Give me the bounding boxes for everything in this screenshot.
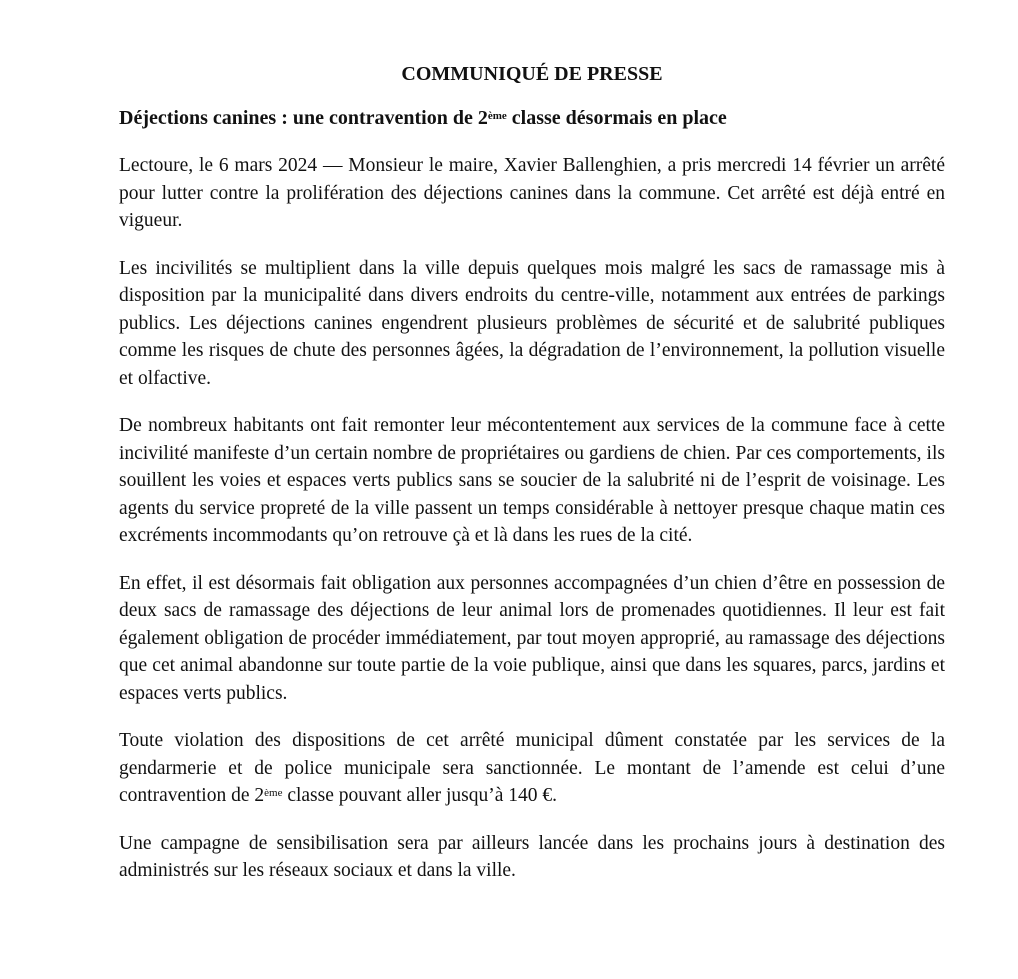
fine-text-before: Toute violation des dispositions de cet arrêté municipal dûment constatée par les services de la gendarmerie et de police municipale sera sanctionnée. Le montant de l’amende est celui d’une contravention de 2: [119, 730, 945, 806]
press-release-page: [119, 60, 945, 905]
document-title: COMMUNIQUÉ DE PRESSE: [401, 63, 663, 85]
paragraph-obligations: En effet, il est désormais fait obligation aux personnes accompagnées d’un chien d’être en possession de deux sacs de ramassage des déjections de leur animal lors de promenades quotidiennes. Il leur est fait également obligation de procéder immédiatement, par tout moyen approprié, au ramassage des déjections que cet animal abandonne sur toute partie de la voie publique, ainsi que dans les squares, parcs, jardins et espaces verts publics.: [119, 572, 945, 704]
fine-superscript: ème: [264, 787, 283, 799]
document-subtitle: [119, 104, 945, 132]
paragraph-residents: De nombreux habitants ont fait remonter leur mécontentement aux services de la commune face à cette incivilité manifeste d’un certain nombre de propriétaires ou gardiens de chien. Par ces comportements, ils souillent les voies et espaces verts publics sans se soucier de la salubrité ni de l’esprit de voisinage. Les agents du service propreté de la ville passent un temps considérable à nettoyer presque chaque matin ces excréments incommodants qu’on retrouve çà et là dans les rues de la cité.: [119, 415, 945, 546]
subtitle-text-after: classe désormais en place: [506, 107, 727, 129]
paragraph-campaign: Une campagne de sensibilisation sera par ailleurs lancée dans les prochains jours à destination des administrés sur les réseaux sociaux et dans la ville.: [119, 832, 945, 881]
paragraph-fine: [119, 727, 945, 810]
subtitle-text-before: Déjections canines : une contravention de 2: [119, 107, 488, 129]
subtitle-superscript: ème: [487, 110, 507, 122]
paragraph-incivilities: Les incivilités se multiplient dans la ville depuis quelques mois malgré les sacs de ramassage mis à disposition par la municipalité dans divers endroits du centre-ville, notamment aux entrées de parkings publics. Les déjections canines engendrent plusieurs problèmes de sécurité et de salubrité publiques comme les risques de chute des personnes âgées, la dégradation de l’environnement, la pollution visuelle et olfactive.: [119, 257, 945, 389]
fine-text-after: classe pouvant aller jusqu’à 140 €.: [282, 785, 558, 806]
paragraph-intro: Lectoure, le 6 mars 2024 — Monsieur le maire, Xavier Ballenghien, a pris mercredi 14 février un arrêté pour lutter contre la prolifération des déjections canines dans la commune. Cet arrêté est déjà entré en vigueur.: [119, 155, 945, 231]
